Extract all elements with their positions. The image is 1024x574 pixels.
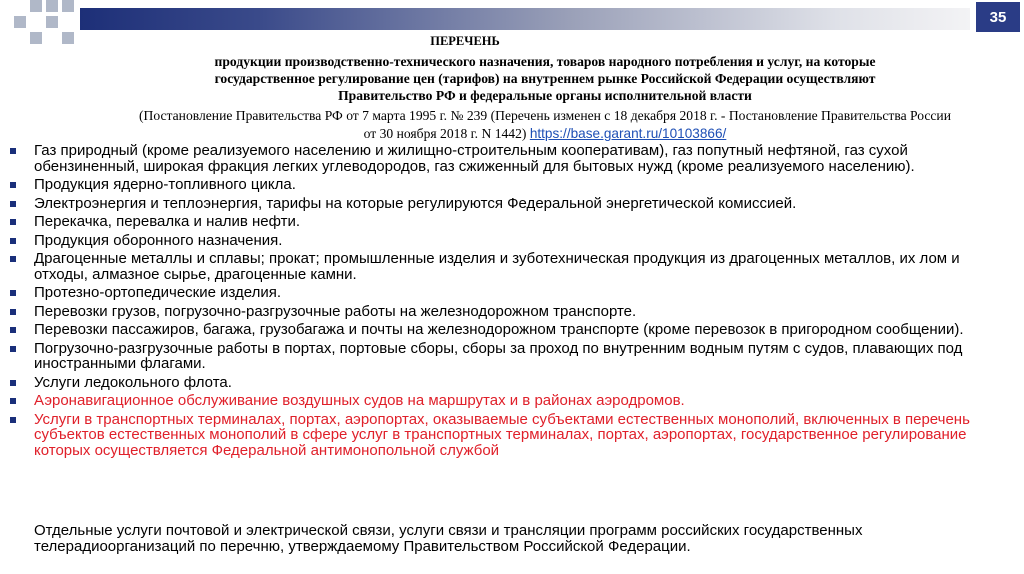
list-item-text: Перевозки грузов, погрузочно-разгрузочные работы на железнодорожном транспорте. <box>34 302 637 320</box>
square-bullet-icon <box>10 290 16 296</box>
page-number: 35 <box>976 2 1020 32</box>
closing-text: Отдельные услуги почтовой и электрической связи, услуги связи и трансляции программ российских государственных телерадиоорганизаций по перечню, утверждаемому Правительством Российской Федерации. <box>34 522 863 555</box>
list-item <box>8 233 1008 249</box>
list-item <box>8 143 1008 174</box>
list-item <box>8 285 1008 301</box>
regulated-items-list <box>8 143 1008 461</box>
reference-text: от 30 ноября 2018 г. N 1442) <box>363 126 527 141</box>
subtitle-line: Правительство РФ и федеральные органы исполнительной власти <box>338 88 752 103</box>
square-bullet-icon <box>10 219 16 225</box>
square-bullet-icon <box>10 238 16 244</box>
list-item <box>8 177 1008 193</box>
legal-reference <box>95 107 995 143</box>
list-item-text: Услуги ледокольного флота. <box>34 373 232 391</box>
garant-link[interactable]: https://base.garant.ru/10103866/ <box>529 126 727 141</box>
list-item-text: Электроэнергия и теплоэнергия, тарифы на которые регулируются Федеральной энергетической комиссией. <box>34 194 797 212</box>
square-bullet-icon <box>10 148 16 154</box>
list-item-text: Продукция оборонного назначения. <box>34 231 283 249</box>
list-item <box>8 214 1008 230</box>
square-bullet-icon <box>10 380 16 386</box>
list-item-text: Перевозки пассажиров, багажа, грузобагажа и почты на железнодорожном транспорте (кроме перевозок в пригородном сообщении). <box>34 321 964 338</box>
square-bullet-icon <box>10 182 16 188</box>
list-item <box>8 304 1008 320</box>
header-bar <box>80 8 970 30</box>
subtitle-line: продукции производственно-технического назначения, товаров народного потребления и услуг, на которые <box>214 54 876 69</box>
list-item-text: Перекачка, перевалка и налив нефти. <box>34 213 301 230</box>
list-item-text: Погрузочно-разгрузочные работы в портах, портовые сборы, сборы за проход по внутренним водным путям с судов, плавающих под иностранными флагами. <box>34 339 963 372</box>
square-bullet-icon <box>10 398 16 404</box>
reference-line <box>95 125 995 143</box>
list-item-text: Услуги в транспортных терминалах, портах, аэропортах, оказываемые субъектами естественных монополий, включенных в перечень субъектов естественных монополий в сфере услуг в транспортных терминалах, портах, аэропортах, государственное регулирование которых осуществляется Федеральной антимонопольной службой <box>34 410 970 459</box>
square-bullet-icon <box>10 309 16 315</box>
list-item-text: Продукция ядерно-топливного цикла. <box>34 176 296 193</box>
square-bullet-icon <box>10 327 16 333</box>
list-item-text: Газ природный (кроме реализуемого населению и жилищно-строительным кооперативам), газ попутный нефтяной, газ сухой обензиненный, широкая фракция легких углеводородов, газ сжиженный для бытовых нужд (кроме реализуемого населению). <box>34 142 915 175</box>
square-bullet-icon <box>10 346 16 352</box>
list-item <box>8 412 1008 459</box>
list-item-text: Аэронавигационное обслуживание воздушных судов на маршрутах и в районах аэродромов. <box>34 392 685 409</box>
square-bullet-icon <box>10 417 16 423</box>
list-item <box>8 196 1008 212</box>
slide-title: ПЕРЕЧЕНЬ <box>430 34 500 48</box>
subtitle-line: государственное регулирование цен (тарифов) на внутреннем рынке Российской Федерации осуществляют <box>214 71 876 86</box>
list-item-text: Протезно-ортопедические изделия. <box>34 284 282 301</box>
list-item <box>8 393 1008 409</box>
slide-subtitle <box>95 53 995 104</box>
list-item <box>8 375 1008 391</box>
reference-line: (Постановление Правительства РФ от 7 марта 1995 г. № 239 (Перечень изменен с 18 декабря 2018 г. - Постановление Правительства России <box>139 108 951 123</box>
square-bullet-icon <box>10 201 16 207</box>
slide-header <box>95 34 995 143</box>
list-item <box>8 322 1008 338</box>
square-bullet-icon <box>10 256 16 262</box>
list-item <box>8 251 1008 282</box>
list-item <box>8 341 1008 372</box>
list-item-text: Драгоценные металлы и сплавы; прокат; промышленные изделия и зуботехническая продукция из драгоценных металлов, их лом и отходы, алмазное сырье, драгоценные камни. <box>34 250 960 283</box>
